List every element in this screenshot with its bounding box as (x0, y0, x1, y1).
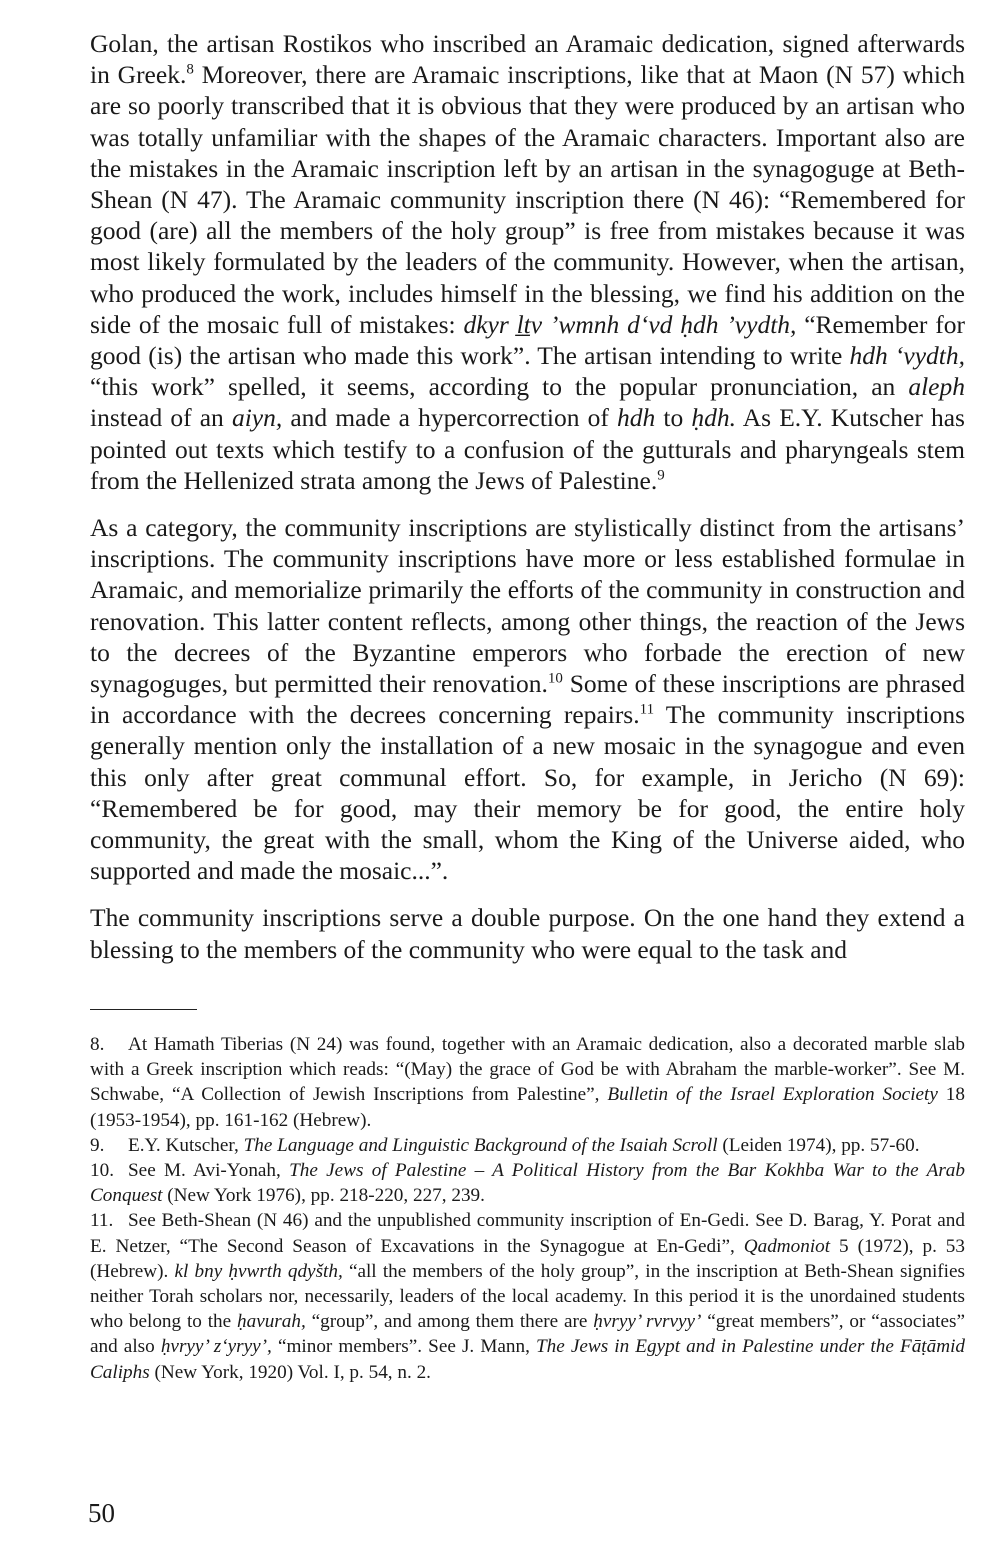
footnote-text: “minor members”. See J. Mann, (271, 1336, 536, 1358)
footnote-text: See Beth-Shean (N 46) and the unpublished community inscription of En-Gedi. See D. Barag, Y. Porat and E. Netzer, “The Second Season of Excavations in the Synagogue at En-Gedi”, (90, 1210, 965, 1257)
footnote-9 (90, 1133, 965, 1158)
transliteration: aleph (908, 372, 965, 402)
footnote-ref-8[interactable]: 8 (186, 61, 194, 78)
footnote-text: E.Y. Kutscher, (128, 1134, 244, 1156)
footnote-ref-11[interactable]: 11 (639, 701, 655, 718)
transliteration: hdh ‘vydth, (849, 341, 966, 371)
transliteration: ḥdh. (691, 403, 737, 433)
footnote-8 (90, 1032, 965, 1133)
footnote-number: 9. (90, 1134, 105, 1156)
transliteration: ḥvryy’ rvrvyy’ (593, 1311, 702, 1333)
text-run: The community inscriptions generally mention only the installation of a new mosaic in the synagogue and even this only after great communal effort. So, for example, in Jericho (N 69): “Remembered be for good, may their memory be for good, the entire holy community, the great with the small, whom the King of the Universe aided, who supported and made the mosaic...”. (90, 700, 965, 886)
text-run: Some of these inscriptions are phrased in accordance with the decrees concerning repairs. (90, 669, 965, 730)
citation-title: The Jews in Egypt and in Palestine under the Fāṭāmid Caliphs (90, 1336, 965, 1383)
footnote-number: 8. (90, 1033, 105, 1055)
footnote-text: “group”, and among them there are (305, 1311, 594, 1333)
footnote-divider (90, 1009, 197, 1010)
footnotes (90, 1032, 965, 1385)
footnote-text: (New York 1976), pp. 218-220, 227, 239. (162, 1185, 485, 1207)
body-text (90, 28, 965, 965)
footnote-text: “all the members of the holy group”, in the inscription at Beth-Shean signifies neither Torah scholars nor, necessarily, leaders of the local academy. In this period it is the unordained students who belong to the (90, 1260, 965, 1333)
citation-title: Bulletin of the Israel Exploration Society (607, 1084, 938, 1106)
transliteration: kl bny ḥvwrth qdyšth, (174, 1260, 343, 1282)
footnote-text: See M. Avi-Yonah, (128, 1159, 290, 1181)
text-run: As a category, the community inscriptions are stylistically distinct from the artisans’ inscriptions. The community inscriptions have more or less established formulae in Aramaic, and memorialize primarily the efforts of the community in construction and renovation. This latter content reflects, among other things, the reaction of the Jews to the decrees of the Byzantine emperors who forbade the erection of new synagoguges, but permitted their renovation. (90, 513, 965, 699)
footnote-number: 11. (90, 1210, 114, 1232)
footnote-number: 10. (90, 1159, 114, 1181)
footnote-ref-10[interactable]: 10 (547, 670, 563, 687)
transliteration: ḥavurah, (237, 1311, 306, 1333)
text-run: to (655, 403, 692, 433)
footnote-text: 18 (1953-1954), pp. 161-162 (Hebrew). (90, 1084, 965, 1131)
footnote-text: (Leiden 1974), pp. 57-60. (717, 1134, 920, 1156)
citation-title: The Jews of Palestine – A Political History from the Bar Kokhba War to the Arab Conquest (90, 1159, 965, 1207)
text-run: Golan, the artisan Rostikos who inscribed an Aramaic dedication, signed afterwards in Greek. (90, 29, 965, 90)
footnote-text: (New York, 1920) Vol. I, p. 54, n. 2. (149, 1361, 431, 1383)
text-run: The community inscriptions serve a double purpose. On the one hand they extend a blessing to the members of the community who were equal to the task and (90, 903, 965, 964)
transliteration: aiyn, (231, 403, 283, 433)
paragraph-2 (90, 512, 965, 886)
footnote-ref-9[interactable]: 9 (657, 467, 665, 484)
text-run: Moreover, there are Aramaic inscriptions, like that at Maon (N 57) which are so poorly transcribed that it is obvious that they were produced by an artisan who was totally unfamiliar with the shapes of the Aramaic characters. Important also are the mistakes in the Aramaic inscription left by an artisan in the synagoguge at Beth-Shean (N 47). The Aramaic community inscription there (N 46): “Remembered for good (are) all the members of the holy group” is free from mistakes because it was most likely formulated by the leaders of the community. However, when the artisan, who produced the work, includes himself in the blessing, we find his addition on the side of the mosaic full of mistakes: (90, 60, 965, 339)
paragraph-3 (90, 902, 965, 964)
text-run: “this work” spelled, it seems, according to the popular pronunciation, an (90, 372, 909, 402)
text-run: instead of an (90, 403, 232, 433)
text-run: As E.Y. Kutscher has pointed out texts which testify to a confusion of the gutturals and pharyngeals stem from the Hellenized strata among the Jews of Palestine. (90, 403, 965, 495)
paragraph-1 (90, 28, 965, 496)
transliteration: dkyr ḻṯv ’wmnh d‘vd ḥdh ’vydth, (463, 309, 797, 339)
footnote-text: 5 (1972), p. 53 (Hebrew). (90, 1235, 965, 1282)
text-run: “Remember for good (is) the artisan who made this work”. The artisan intending to write (90, 309, 965, 371)
footnote-text: At Hamath Tiberias (N 24) was found, together with an Aramaic dedication, also a decorated marble slab with a Greek inscription which reads: “(May) the grace of God be with Abraham the marble-worker”. See M. Schwabe, “A Collection of Jewish Inscriptions from Palestine”, (90, 1033, 965, 1106)
footnote-10 (90, 1158, 965, 1208)
text-run: and made a hypercorrection of (282, 403, 618, 433)
footnote-11 (90, 1208, 965, 1384)
citation-title: Qadmoniot (743, 1235, 831, 1257)
page-number: 50 (88, 1498, 115, 1528)
transliteration: hdh (617, 403, 656, 433)
page (90, 28, 965, 1385)
footnote-text: “great members”, or “associates” and also (90, 1311, 966, 1358)
transliteration: ḥvryy’ z‘yryy’, (160, 1336, 272, 1358)
citation-title: The Language and Linguistic Background of the Isaiah Scroll (243, 1134, 718, 1156)
